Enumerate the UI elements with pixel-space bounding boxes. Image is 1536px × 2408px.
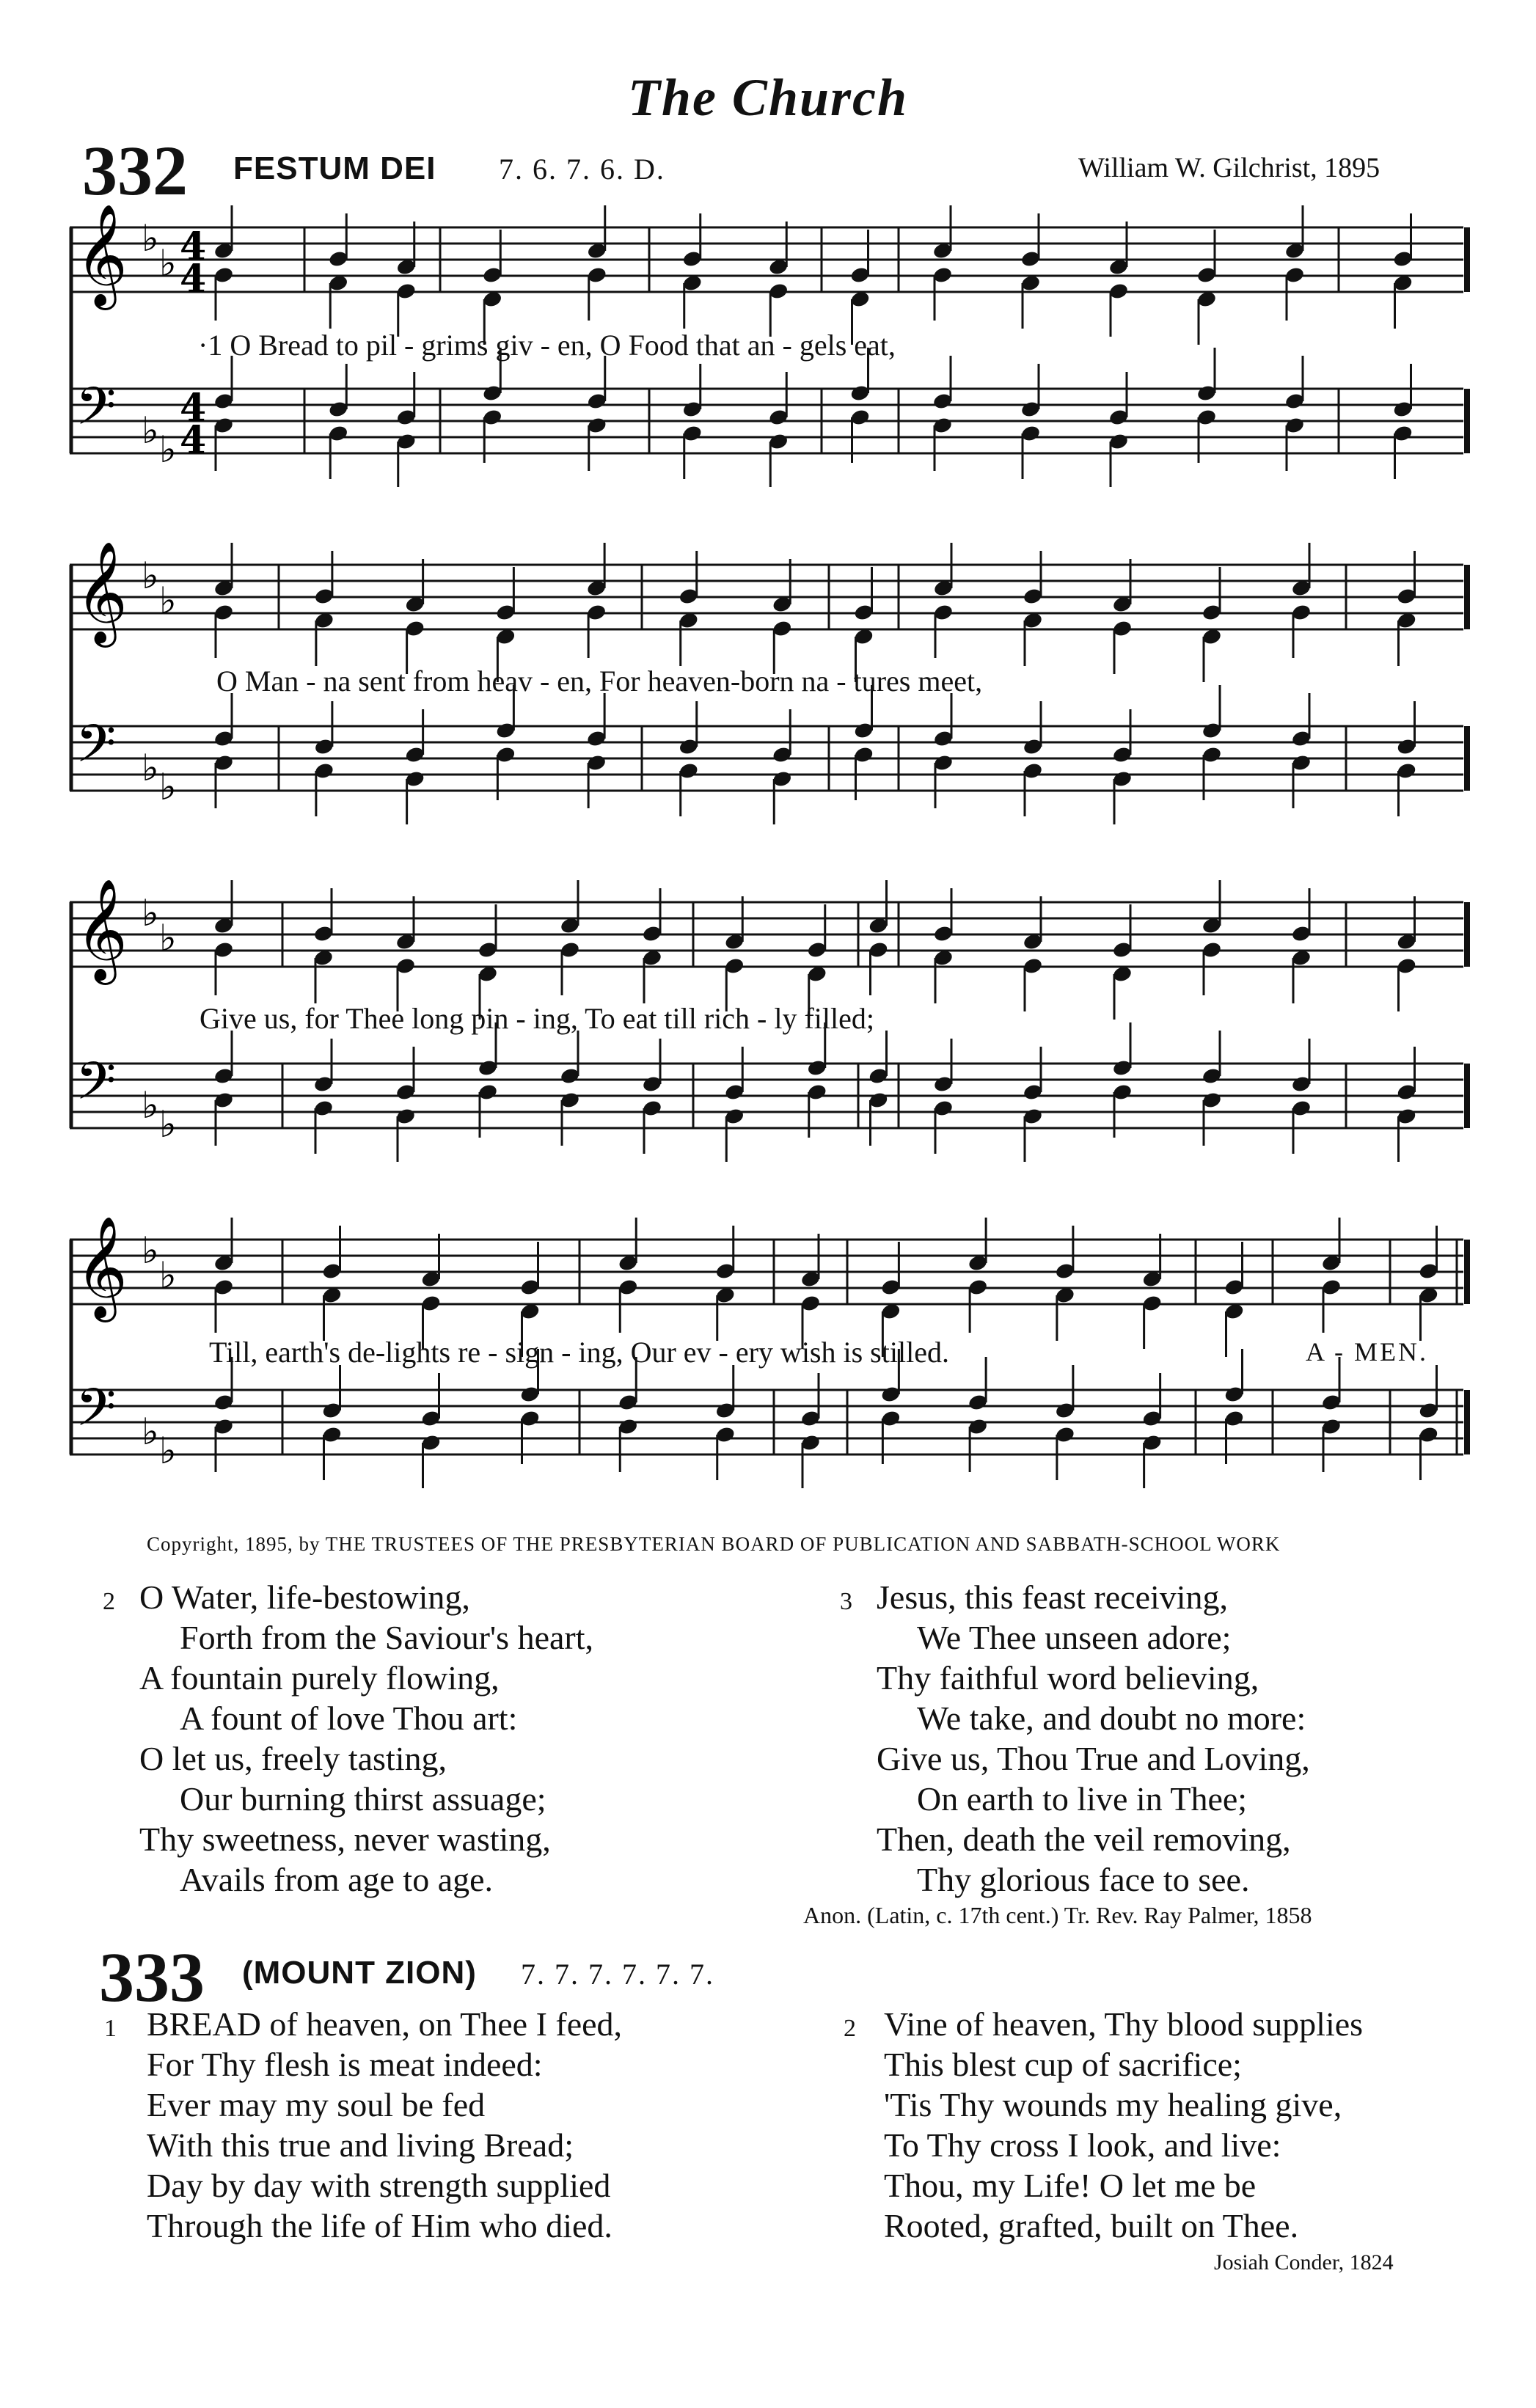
bass-clef: 𝄢 (76, 714, 117, 787)
verse-line: Our burning thirst assuage; (180, 1780, 546, 1818)
hymn-332-verse-3 (840, 1577, 1310, 1900)
treble-clef: 𝄞 (76, 541, 128, 643)
verse-line: Thy sweetness, never wasting, (139, 1820, 551, 1858)
verse-line: Vine of heaven, Thy blood supplies (884, 2005, 1364, 2043)
hymn-332-tune-name: FESTUM DEI (233, 150, 436, 186)
hymn-333-meter: 7. 7. 7. 7. 7. 7. (521, 1958, 714, 1991)
verse-line: Through the life of Him who died. (147, 2207, 612, 2244)
verse-line: Day by day with strength supplied (147, 2167, 611, 2204)
verse-line: We Thee unseen adore; (917, 1619, 1232, 1656)
key-signature-flat: ♭ (142, 409, 159, 452)
hymn-332-meter: 7. 6. 7. 6. D. (499, 153, 665, 186)
verse-line: Rooted, grafted, built on Thee. (884, 2207, 1299, 2244)
key-signature-flat: ♭ (159, 428, 177, 471)
key-signature-flat: ♭ (142, 1084, 159, 1127)
verse-line: O Water, life-bestowing, (139, 1578, 470, 1616)
hymn-332-composer: William W. Gilchrist, 1895 (1078, 153, 1380, 183)
key-signature-flat: ♭ (159, 1430, 177, 1472)
hymn-333-attribution: Josiah Conder, 1824 (1214, 2250, 1394, 2275)
key-signature-flat: ♭ (142, 555, 159, 597)
verse-line: With this true and living Bread; (147, 2126, 574, 2164)
verse-line: We take, and doubt no more: (917, 1699, 1306, 1737)
music-system-2 (70, 543, 1489, 866)
staff-svg-2 (70, 543, 1489, 866)
key-signature-flat: ♭ (159, 242, 177, 285)
verse-number: 2 (103, 1588, 115, 1615)
staff-svg-3 (70, 880, 1489, 1203)
verse-line: A fountain purely flowing, (139, 1659, 500, 1697)
lyric-line-4: Till, earth's de-lights re - sign - ing, Our ev - ery wish is stilled. (209, 1336, 949, 1369)
treble-clef: 𝄞 (76, 1216, 128, 1318)
verse-number: 1 (104, 2015, 117, 2042)
verse-line: Forth from the Saviour's heart, (180, 1619, 594, 1656)
time-signature-top: 4 (180, 224, 207, 269)
key-signature-flat: ♭ (142, 747, 159, 789)
treble-clef: 𝄞 (76, 879, 128, 981)
verse-line: O let us, freely tasting, (139, 1740, 447, 1777)
key-signature-flat: ♭ (142, 1229, 159, 1272)
music-system-4 (70, 1218, 1489, 1526)
lyric-line-1: ·1 O Bread to pil - grims giv - en, O Food that an - gels eat, (198, 329, 896, 362)
key-signature-flat: ♭ (159, 766, 177, 808)
verse-line: Thou, my Life! O let me be (884, 2167, 1257, 2204)
lyric-line-3: Give us, for Thee long pin - ing, To eat till rich - ly filled; (200, 1002, 874, 1035)
key-signature-flat: ♭ (159, 917, 177, 959)
verse-line: Then, death the veil removing, (877, 1820, 1291, 1858)
verse-line: BREAD of heaven, on Thee I feed, (147, 2005, 623, 2043)
verse-line: This blest cup of sacrifice; (884, 2046, 1242, 2083)
music-system-3 (70, 880, 1489, 1203)
hymn-333-verse-2 (844, 2004, 1364, 2246)
bass-clef: 𝄢 (76, 1377, 117, 1451)
verse-line: 'Tis Thy wounds my healing give, (884, 2086, 1342, 2123)
hymn-332-number: 332 (82, 131, 188, 210)
verse-line: Jesus, this feast receiving, (877, 1578, 1229, 1616)
copyright-notice: Copyright, 1895, by THE TRUSTEES OF THE PRESBYTERIAN BOARD OF PUBLICATION AND SABBATH-SCHOOL WORK (147, 1533, 1281, 1555)
verse-line: Give us, Thou True and Loving, (877, 1740, 1310, 1777)
verse-line: For Thy flesh is meat indeed: (147, 2046, 543, 2083)
lyric-line-2: O Man - na sent from heav - en, For heaven-born na - tures meet, (216, 665, 983, 698)
hymn-333-number: 333 (99, 1938, 205, 2016)
key-signature-flat: ♭ (159, 579, 177, 622)
bass-clef: 𝄢 (76, 376, 117, 450)
verse-line: Avails from age to age. (180, 1861, 494, 1898)
verse-number: 2 (844, 2015, 856, 2042)
time-signature-bottom: 4 (180, 418, 207, 463)
verse-line: Thy faithful word believing, (877, 1659, 1259, 1697)
key-signature-flat: ♭ (159, 1254, 177, 1297)
staff-svg-4 (70, 1218, 1489, 1526)
key-signature-flat: ♭ (142, 892, 159, 934)
key-signature-flat: ♭ (142, 217, 159, 260)
verse-number: 3 (840, 1588, 852, 1615)
time-signature-bottom: 4 (180, 257, 207, 301)
hymn-332-attribution: Anon. (Latin, c. 17th cent.) Tr. Rev. Ray Palmer, 1858 (803, 1902, 1312, 1928)
treble-clef: 𝄞 (76, 204, 128, 306)
hymn-333-verse-1 (104, 2004, 623, 2246)
verse-line: To Thy cross I look, and live: (884, 2126, 1281, 2164)
verse-line: A fount of love Thou art: (180, 1699, 518, 1737)
music-system-1 (70, 205, 1489, 528)
key-signature-flat: ♭ (159, 1103, 177, 1146)
verse-line: On earth to live in Thee; (917, 1780, 1248, 1818)
time-signature-top: 4 (180, 386, 207, 431)
hymn-332-verse-2 (103, 1577, 594, 1900)
staff-svg-1 (70, 205, 1489, 528)
key-signature-flat: ♭ (142, 1410, 159, 1453)
amen-text: A - MEN. (1306, 1337, 1428, 1366)
bass-clef: 𝄢 (76, 1051, 117, 1124)
hymn-333-tune-name: (MOUNT ZION) (242, 1955, 477, 1991)
verse-line: Ever may my soul be fed (147, 2086, 486, 2123)
section-title: The Church (627, 68, 909, 127)
verse-line: Thy glorious face to see. (917, 1861, 1250, 1898)
